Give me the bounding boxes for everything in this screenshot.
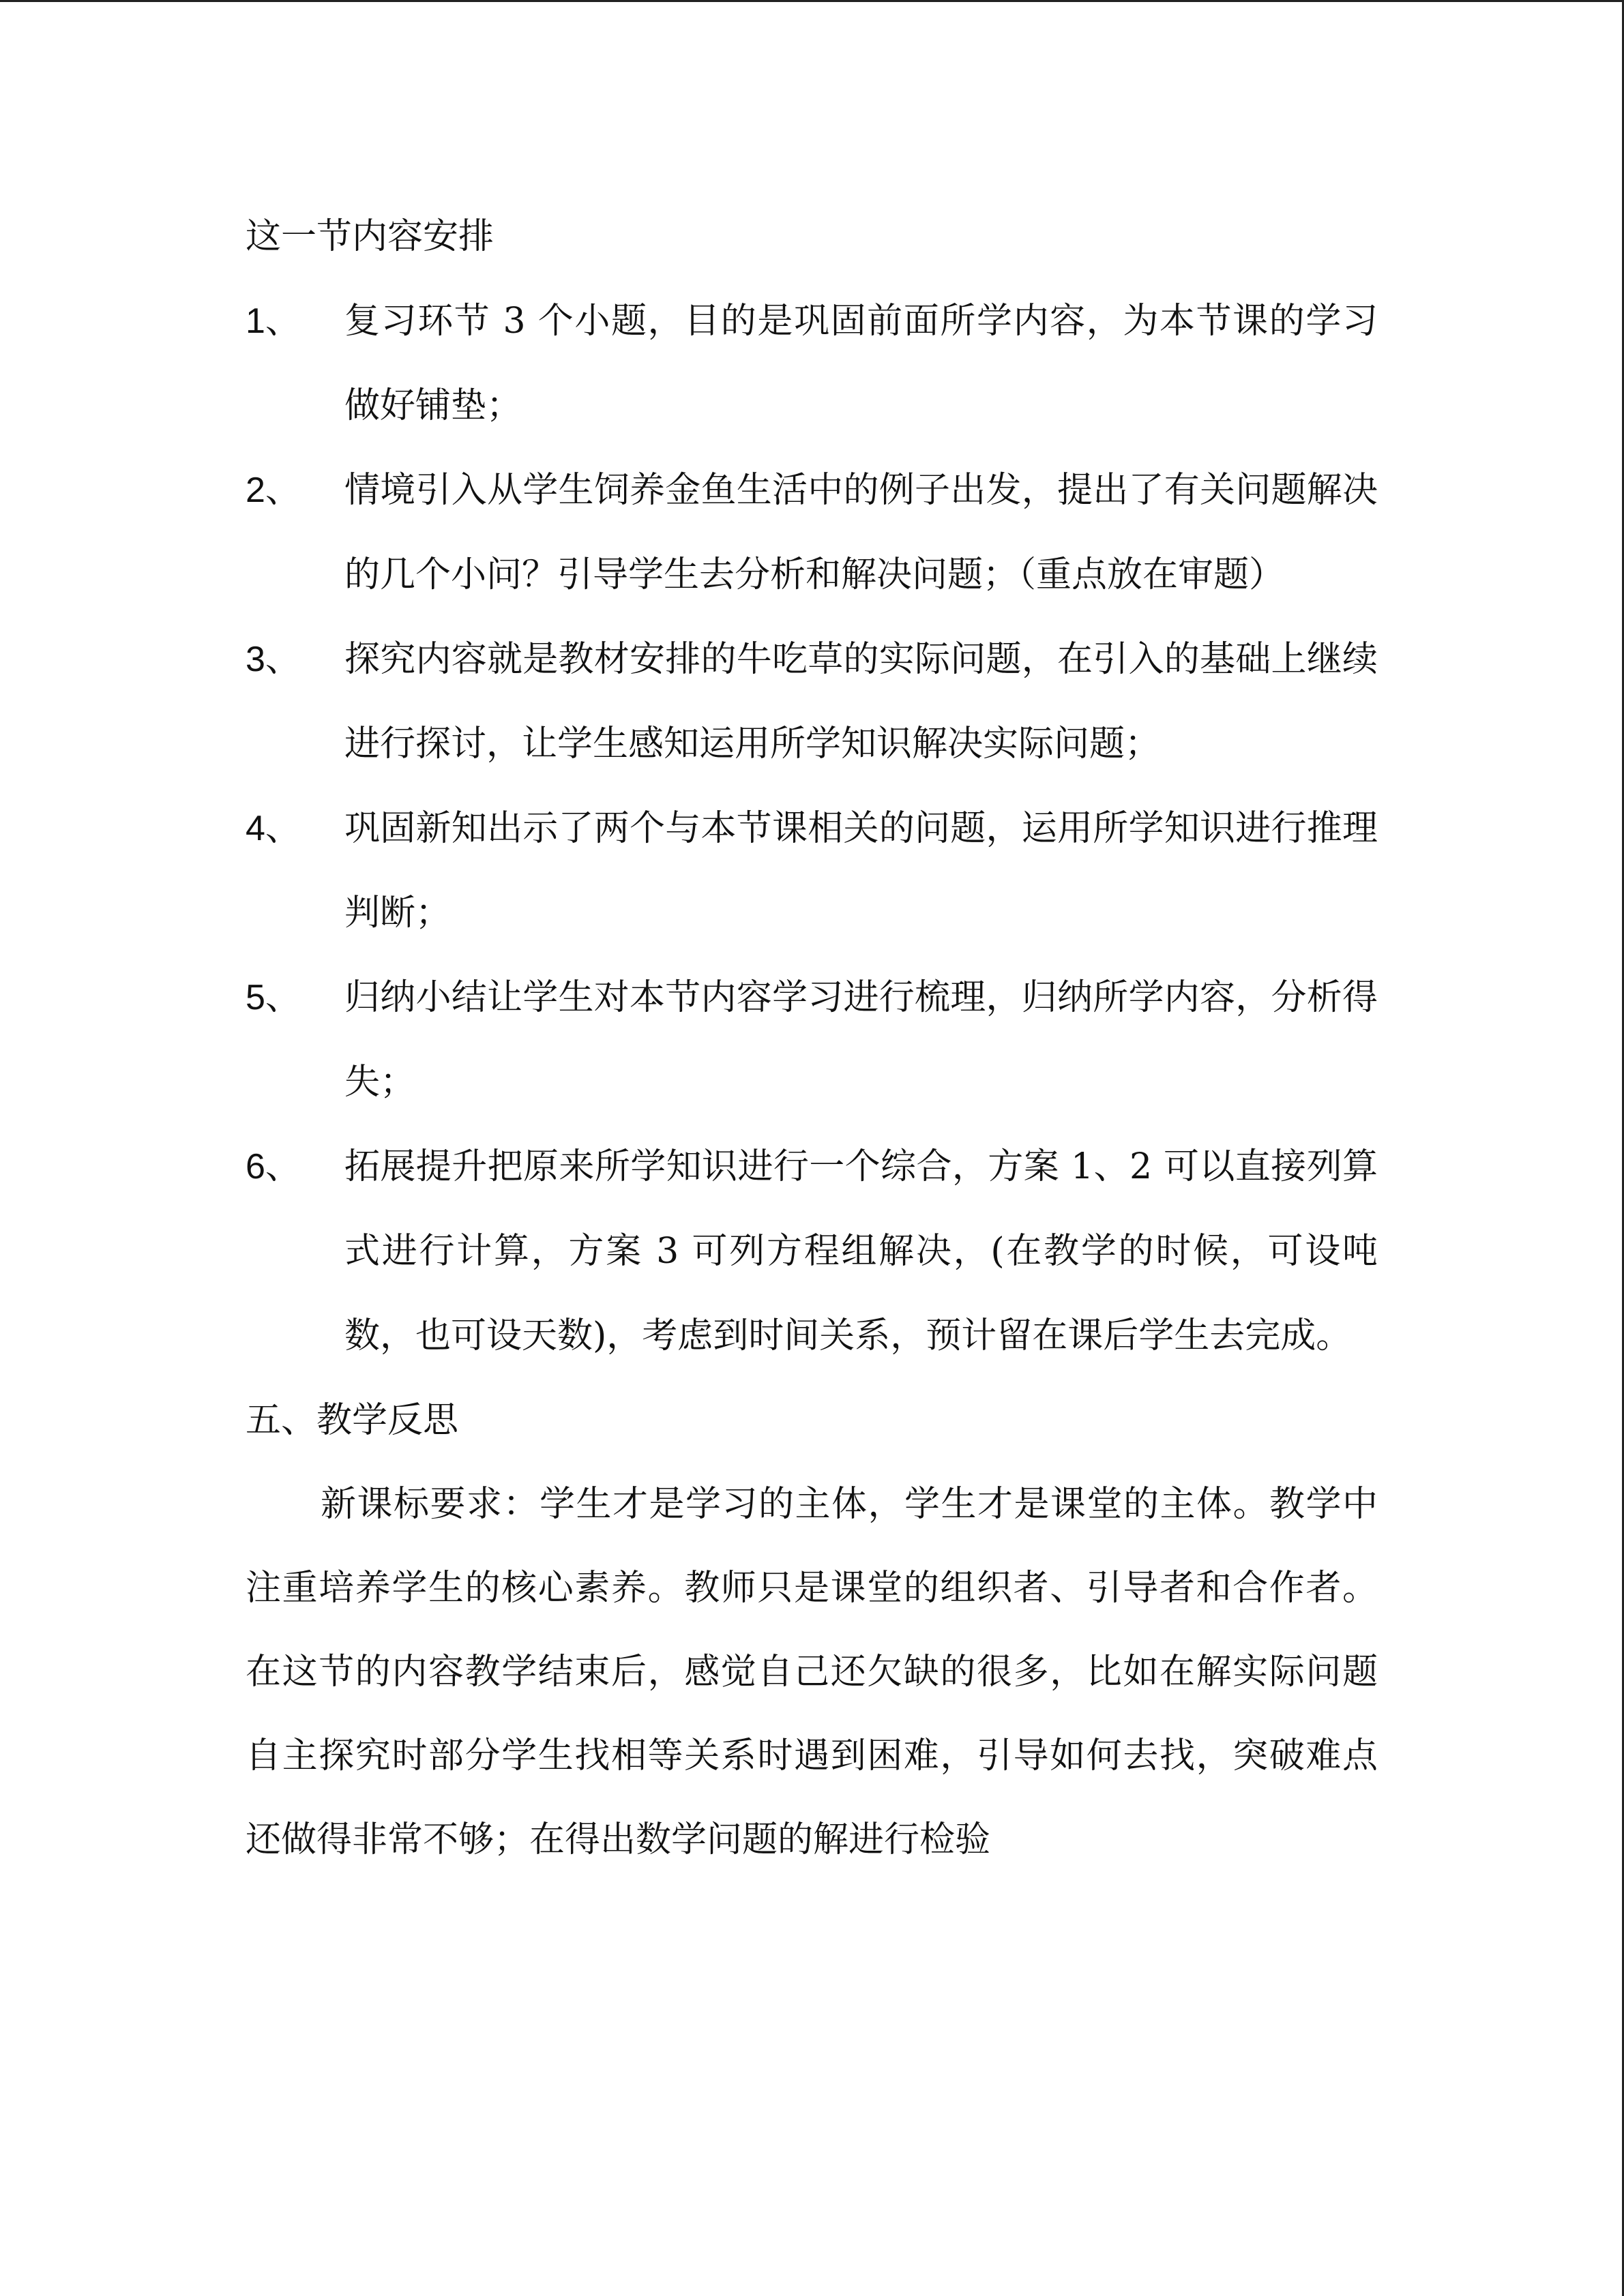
list-item-text: 探究内容就是教材安排的牛吃草的实际问题，在引入的基础上继续进行探讨，让学生感知运用所学知识解决实际问题；	[344, 639, 1378, 764]
list-item-number: 4、	[246, 809, 301, 848]
list-item-number: 5、	[246, 978, 301, 1017]
list-item-number: 6、	[246, 1147, 301, 1187]
list-item-text: 归纳小结让学生对本节内容学习进行梳理，归纳所学内容，分析得失；	[344, 977, 1378, 1103]
reflection-title: 五、教学反思	[246, 1400, 459, 1441]
list-item	[246, 448, 1378, 617]
list-item	[246, 617, 1378, 786]
list-item	[246, 279, 1378, 448]
list-item	[246, 786, 1378, 955]
list-item-number: 1、	[246, 301, 301, 341]
list-item-text: 复习环节 3 个小题，目的是巩固前面所学内容，为本节课的学习做好铺垫；	[344, 301, 1378, 426]
document-body	[246, 194, 1378, 1882]
list-item-number: 3、	[246, 640, 301, 679]
list-item-text: 拓展提升把原来所学知识进行一个综合，方案 1、2 可以直接列算式进行计算，方案 3 可列方程组解决，(在教学的时候，可设吨数，也可设天数)，考虑到时间关系，预计留在课后学生去完成。	[344, 1146, 1378, 1356]
reflection-paragraph: 新课标要求：学生才是学习的主体，学生才是课堂的主体。教学中注重培养学生的核心素养。教师只是课堂的组织者、引导者和合作者。 在这节的内容教学结束后，感觉自己还欠缺的很多，比如在解实际问题自主探究时部分学生找相等关系时遇到困难，引导如何去找，突破难点还做得非常不够；在得出数学问题的解进行检验	[246, 1484, 1378, 1860]
list-item-number: 2、	[246, 471, 301, 510]
list-item	[246, 955, 1378, 1124]
list-item	[246, 1124, 1378, 1378]
list-item-text: 巩固新知出示了两个与本节课相关的问题，运用所学知识进行推理判断；	[344, 808, 1378, 934]
section-title: 这一节内容安排	[246, 216, 494, 257]
arrangement-list	[246, 279, 1378, 1378]
list-item-text: 情境引入从学生饲养金鱼生活中的例子出发，提出了有关问题解决的几个小问？引导学生去分析和解决问题；（重点放在审题）	[344, 470, 1378, 595]
